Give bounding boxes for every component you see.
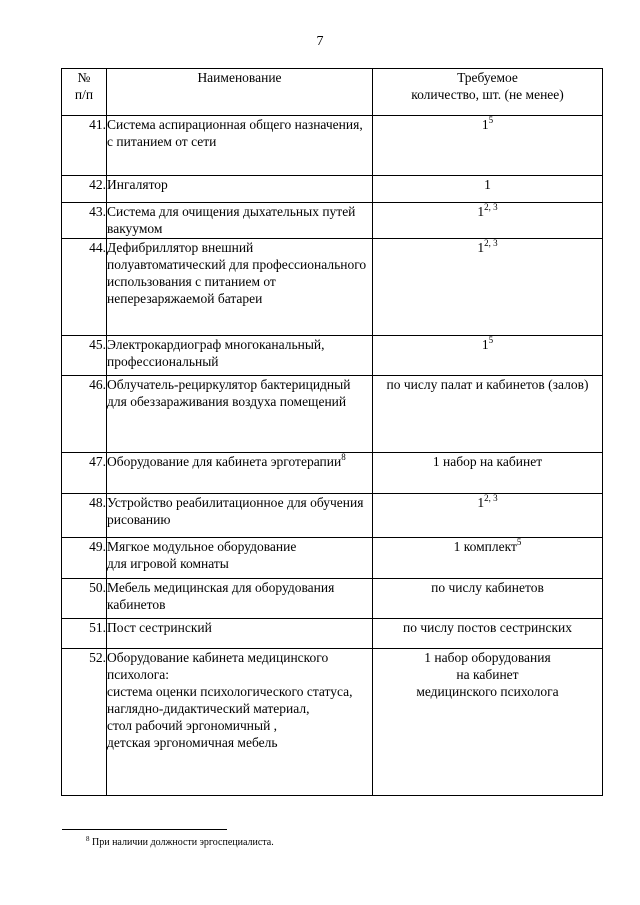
row-name-text: Пост сестринский <box>107 620 212 635</box>
quantity-footnote-ref: 5 <box>488 335 494 345</box>
quantity-footnote-ref: 5 <box>516 537 522 547</box>
row-quantity <box>373 336 603 376</box>
row-quantity <box>373 494 603 538</box>
row-name-text: Мебель медицинская для оборудования кабинетов <box>107 580 335 612</box>
row-number: 47. <box>62 453 107 494</box>
row-name <box>107 579 373 619</box>
footnote-divider <box>62 829 227 830</box>
row-quantity-text: 1 <box>477 240 485 255</box>
table-row <box>62 619 603 649</box>
row-quantity <box>373 239 603 336</box>
table-row <box>62 116 603 176</box>
table-row <box>62 538 603 579</box>
row-name <box>107 176 373 203</box>
table-row <box>62 336 603 376</box>
table-row <box>62 494 603 538</box>
row-quantity-text: 1 набор оборудования на кабинет медицинского психолога <box>416 650 559 699</box>
row-name <box>107 649 373 796</box>
quantity-footnote-ref: 2, 3 <box>484 238 498 248</box>
row-quantity-text: 1 <box>477 495 485 510</box>
row-name <box>107 239 373 336</box>
row-quantity <box>373 619 603 649</box>
row-quantity <box>373 538 603 579</box>
row-name-text: Система для очищения дыхательных путей вакуумом <box>107 204 356 236</box>
row-name-text: Оборудование кабинета медицинского психолога: система оценки психологического статуса, наглядно-дидактический материал, стол рабочий эргономичный , детская эргономичная мебель <box>107 650 353 750</box>
quantity-footnote-ref: 2, 3 <box>484 202 498 212</box>
row-quantity-text: 1 <box>477 204 485 219</box>
table-row <box>62 203 603 239</box>
row-quantity-text: 1 <box>481 337 489 352</box>
row-number: 50. <box>62 579 107 619</box>
row-quantity <box>373 376 603 453</box>
footnote <box>86 835 274 848</box>
row-number: 45. <box>62 336 107 376</box>
row-quantity-text: 1 <box>481 117 489 132</box>
row-quantity <box>373 453 603 494</box>
name-footnote-ref: 8 <box>341 452 346 462</box>
row-name-text: Устройство реабилитационное для обучения рисованию <box>107 495 364 527</box>
row-quantity <box>373 579 603 619</box>
page-number: 7 <box>316 34 324 49</box>
table-row <box>62 239 603 336</box>
row-number: 52. <box>62 649 107 796</box>
row-name <box>107 203 373 239</box>
table-row <box>62 453 603 494</box>
row-name <box>107 336 373 376</box>
row-name-text: Электрокардиограф многоканальный, профессиональный <box>107 337 325 369</box>
row-number: 49. <box>62 538 107 579</box>
row-quantity <box>373 116 603 176</box>
row-number: 46. <box>62 376 107 453</box>
header-quantity: Требуемое количество, шт. (не менее) <box>373 69 603 116</box>
row-name <box>107 494 373 538</box>
row-quantity-text: 1 <box>484 177 491 192</box>
header-number: № п/п <box>62 69 107 116</box>
table-row <box>62 376 603 453</box>
row-name-text: Мягкое модульное оборудование для игровой комнаты <box>107 539 297 571</box>
table-header-row <box>62 69 603 116</box>
footnote-text: При наличии должности эргоспециалиста. <box>92 837 274 848</box>
row-name <box>107 538 373 579</box>
row-name-text: Оборудование для кабинета эрготерапии <box>107 454 342 469</box>
row-number: 41. <box>62 116 107 176</box>
row-name-text: Облучатель-рециркулятор бактерицидный для обеззараживания воздуха помещений <box>107 377 351 409</box>
row-name <box>107 116 373 176</box>
row-name <box>107 376 373 453</box>
table-row <box>62 579 603 619</box>
row-quantity <box>373 176 603 203</box>
row-quantity-text: по числу палат и кабинетов (залов) <box>386 377 589 392</box>
row-quantity <box>373 649 603 796</box>
table-row <box>62 649 603 796</box>
row-quantity-text: по числу кабинетов <box>431 580 544 595</box>
quantity-footnote-ref: 2, 3 <box>484 493 498 503</box>
quantity-footnote-ref: 5 <box>488 115 494 125</box>
row-number: 48. <box>62 494 107 538</box>
row-number: 51. <box>62 619 107 649</box>
row-name <box>107 453 373 494</box>
row-quantity <box>373 203 603 239</box>
table-row <box>62 176 603 203</box>
equipment-table <box>61 68 603 796</box>
row-name-text: Ингалятор <box>107 177 168 192</box>
header-name: Наименование <box>107 69 373 116</box>
row-name-text: Система аспирационная общего назначения, с питанием от сети <box>107 117 363 149</box>
row-name <box>107 619 373 649</box>
footnote-mark: 8 <box>86 835 90 843</box>
row-number: 42. <box>62 176 107 203</box>
row-number: 43. <box>62 203 107 239</box>
row-quantity-text: по числу постов сестринских <box>402 620 572 635</box>
row-number: 44. <box>62 239 107 336</box>
row-name-text: Дефибриллятор внешний полуавтоматический для профессионального использования с питанием от неперезаряжаемой батареи <box>107 240 367 306</box>
row-quantity-text: 1 набор на кабинет <box>432 454 543 469</box>
row-quantity-text: 1 комплект <box>453 539 517 554</box>
